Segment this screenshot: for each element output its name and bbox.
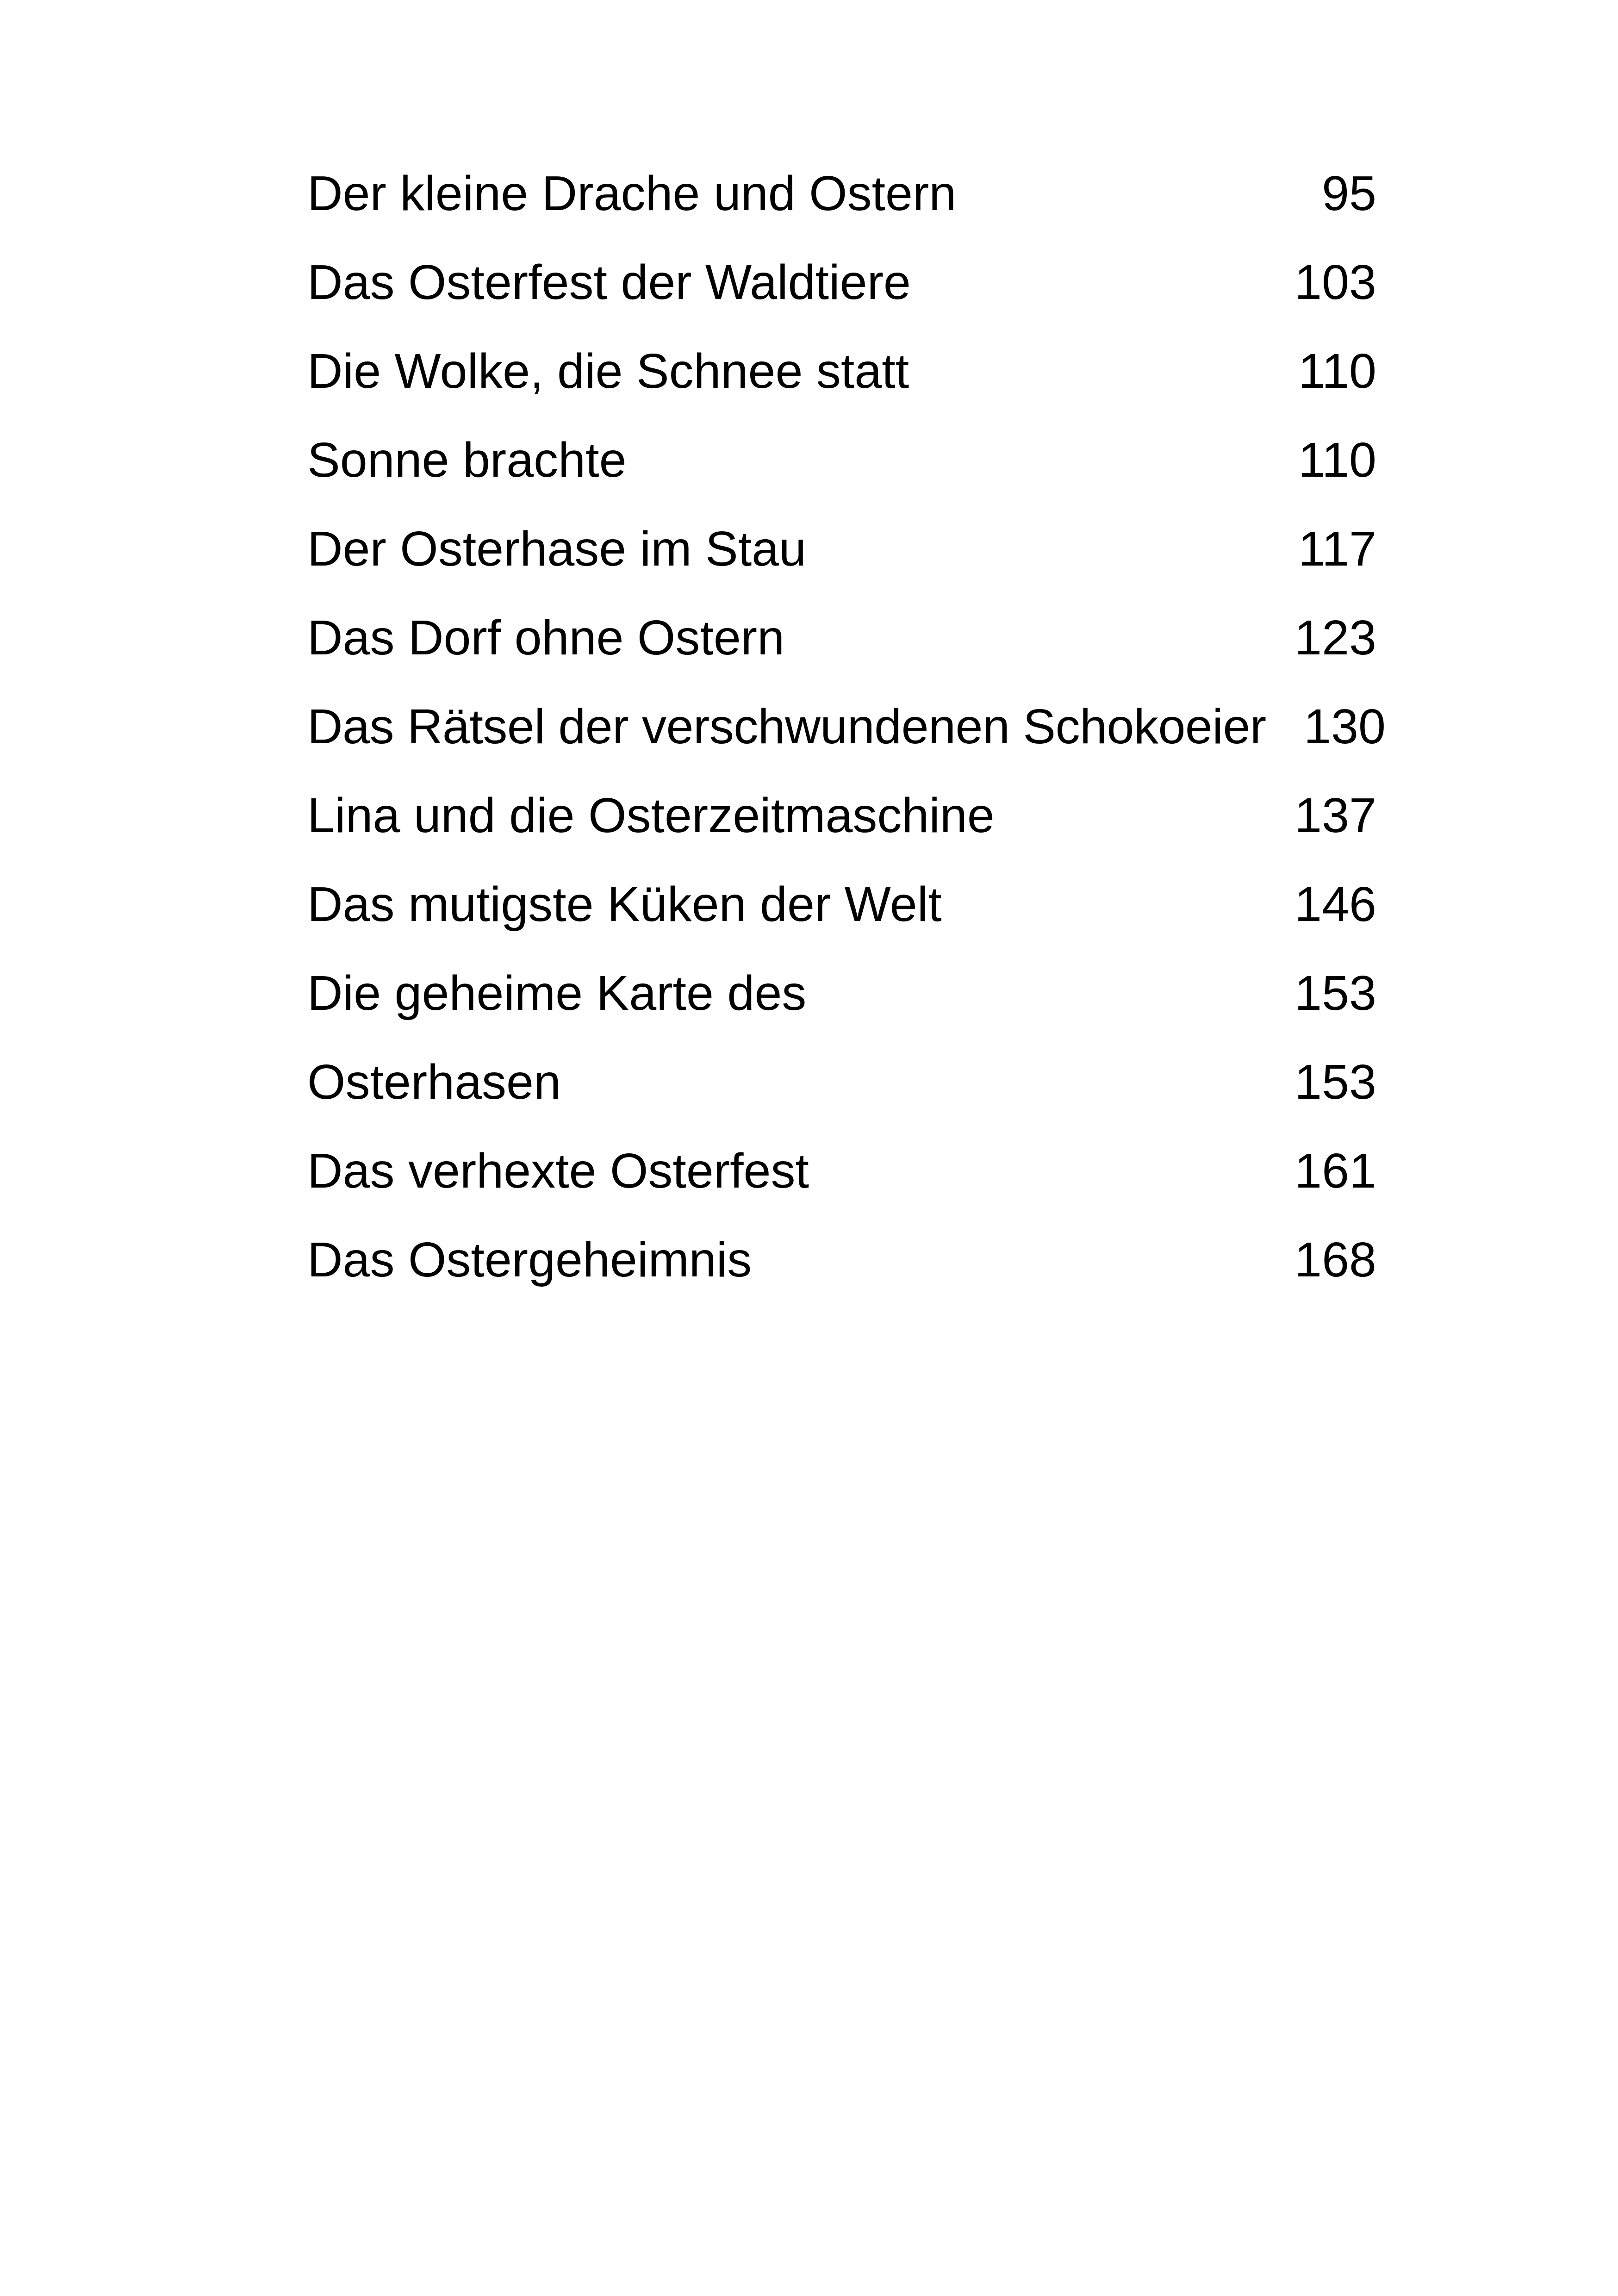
toc-entry — [307, 512, 1386, 601]
toc-entry — [307, 778, 1386, 867]
toc-entry-page-number: 161 — [1294, 1144, 1376, 1198]
toc-entry-title: Der kleine Drache und Ostern — [307, 166, 957, 221]
toc-entry — [307, 1045, 1386, 1134]
toc-entry-title: Die Wolke, die Schnee statt — [307, 344, 909, 398]
toc-entry-page-number: 95 — [1322, 166, 1376, 221]
toc-entry — [307, 867, 1386, 956]
toc-entry — [307, 956, 1386, 1045]
toc-entry-page-number: 153 — [1294, 1055, 1376, 1109]
toc-entry-page-number: 168 — [1294, 1232, 1376, 1287]
toc-entry-title: Sonne brachte — [307, 433, 627, 487]
toc-entry-page-number: 146 — [1294, 877, 1376, 932]
toc-entry — [307, 423, 1386, 512]
toc-entry-page-number: 103 — [1294, 255, 1376, 310]
toc-entry-title: Das Dorf ohne Ostern — [307, 610, 785, 665]
toc-entry-page-number: 110 — [1298, 344, 1376, 398]
toc-entry-title: Das Osterfest der Waldtiere — [307, 255, 911, 310]
toc-entry-title: Das mutigste Küken der Welt — [307, 877, 942, 932]
toc-entry-page-number: 137 — [1294, 788, 1376, 843]
toc-entry — [307, 690, 1386, 778]
toc-entry — [307, 156, 1386, 245]
toc-entry-page-number: 130 — [1304, 699, 1386, 754]
table-of-contents — [307, 156, 1386, 1312]
toc-entry-page-number: 110 — [1298, 433, 1376, 487]
toc-entry-page-number: 123 — [1294, 610, 1376, 665]
toc-entry — [307, 334, 1386, 423]
toc-entry — [307, 1223, 1386, 1312]
toc-entry — [307, 1134, 1386, 1223]
toc-entry — [307, 245, 1386, 334]
toc-entry-title: Das Rätsel der verschwundenen Schokoeier — [307, 699, 1266, 754]
toc-entry-title: Das verhexte Osterfest — [307, 1144, 809, 1198]
toc-entry-title: Osterhasen — [307, 1055, 561, 1109]
toc-entry-title: Der Osterhase im Stau — [307, 522, 807, 576]
toc-entry-title: Das Ostergeheimnis — [307, 1232, 752, 1287]
toc-entry-page-number: 153 — [1294, 966, 1376, 1020]
toc-entry-title: Die geheime Karte des — [307, 966, 807, 1020]
toc-entry — [307, 601, 1386, 690]
toc-entry-title: Lina und die Osterzeitmaschine — [307, 788, 995, 843]
toc-entry-page-number: 117 — [1298, 522, 1376, 576]
